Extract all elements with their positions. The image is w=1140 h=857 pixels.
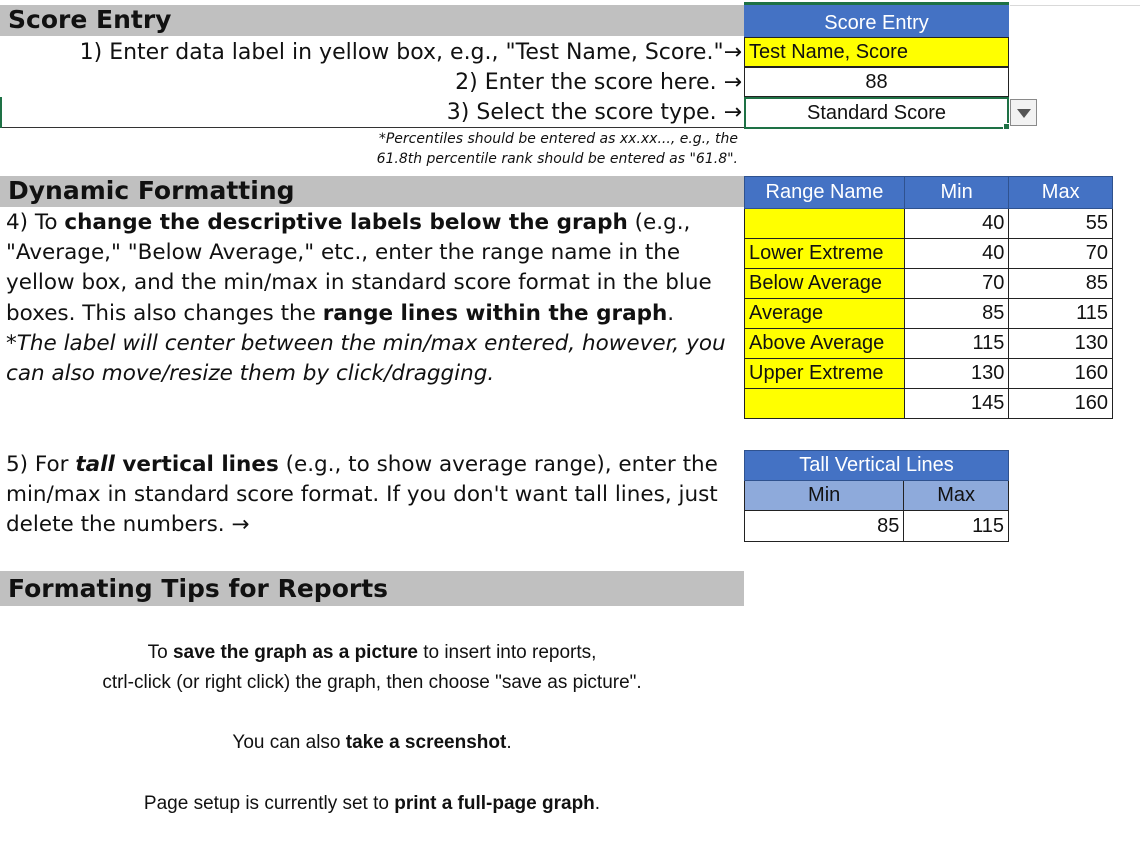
range-max-cell[interactable]: 55 [1009,209,1113,239]
tip-page-setup [0,789,744,819]
percentile-note-line1: *Percentiles should be entered as xx.xx..., e.g., the [378,131,738,147]
step4-text-c: (e.g., "Average," "Below Average," etc., enter the range name in the yellow box, and the min/max in standard score format in the blue boxes. This also changes the [6,210,712,326]
row-selection-marker [0,97,2,128]
range-min-header: Min [904,177,1009,209]
range-table [744,176,1113,419]
table-row [745,299,1113,329]
step5-text-tall: tall [75,452,115,477]
step5-text-bold: vertical lines [114,452,279,477]
step3-arrow: → [723,100,742,125]
step4-text-bold: change the descriptive labels below the graph [64,210,628,235]
range-min-cell[interactable]: 145 [904,389,1009,419]
range-min-cell[interactable]: 40 [904,209,1009,239]
range-max-cell[interactable]: 160 [1009,389,1113,419]
range-min-cell[interactable]: 115 [904,329,1009,359]
tip1-text-bold: save the graph as a picture [172,642,418,663]
tip4-text-a: Page setup is currently set to [143,793,395,814]
range-min-cell[interactable]: 130 [904,359,1009,389]
percentile-note-line2: 61.8th percentile rank should be entered as "61.8". [376,151,738,167]
step4-note: *The label will center between the min/max entered, however, you can also move/resize them by click/dragging. [6,330,726,387]
step1-text: 1) Enter data label in yellow box, e.g., "Test Name, Score." [79,40,724,65]
step5-text-d: (e.g., to show average range), enter the min/max in standard score format. If you don't want tall lines, just delete the numbers. [6,452,718,538]
dynamic-formatting-header: Dynamic Formatting [0,176,744,207]
column-selection-marker [744,2,1009,5]
range-name-cell[interactable]: Below Average [745,269,905,299]
step3-text: 3) Select the score type. [446,100,717,125]
range-max-header: Max [1009,177,1113,209]
range-name-cell[interactable] [745,389,905,419]
step4-text-e: . [667,300,675,326]
score-entry-header: Score Entry [0,5,744,36]
tip-ctrl-click: ctrl-click (or right click) the graph, then choose "save as picture". [102,672,642,693]
step4-text-a: 4) To [6,210,65,235]
tip3-text-c: . [506,732,512,753]
range-name-cell[interactable]: Average [745,299,905,329]
step1-arrow: → [723,40,742,65]
tip4-text-bold: print a full-page graph [394,793,595,814]
score-type-select[interactable]: Standard Score [744,97,1009,129]
range-max-cell[interactable]: 115 [1009,299,1113,329]
range-max-cell[interactable]: 130 [1009,329,1113,359]
step2-text: 2) Enter the score here. [455,70,717,95]
tall-lines-max-cell[interactable]: 115 [904,511,1009,542]
table-row [745,389,1113,419]
range-name-header: Range Name [745,177,905,209]
tip-screenshot [0,728,744,758]
range-max-cell[interactable]: 85 [1009,269,1113,299]
table-row [745,329,1113,359]
range-min-cell[interactable]: 40 [904,239,1009,269]
table-row [745,269,1113,299]
table-row [745,209,1113,239]
step4-paragraph [6,208,736,389]
step5-paragraph [6,450,736,541]
tall-lines-max-header: Max [904,481,1009,511]
range-name-cell[interactable]: Lower Extreme [745,239,905,269]
chevron-down-icon [1017,109,1031,118]
tip3-text-bold: take a screenshot [345,732,507,753]
row-divider [0,127,744,128]
score-entry-box-header: Score Entry [744,5,1009,37]
step1-instruction [0,38,742,68]
step4-text-bold2: range lines within the graph [322,300,668,326]
tip3-text-a: You can also [232,732,346,753]
range-max-cell[interactable]: 160 [1009,359,1113,389]
table-row [745,239,1113,269]
step3-instruction [0,98,742,128]
tall-lines-min-cell[interactable]: 85 [745,511,904,542]
formatting-tips-header: Formating Tips for Reports [0,571,744,606]
range-min-cell[interactable]: 85 [904,299,1009,329]
score-input[interactable]: 88 [744,67,1009,97]
tall-lines-min-header: Min [745,481,904,511]
range-name-cell[interactable]: Above Average [745,329,905,359]
step2-arrow: → [723,70,742,95]
step5-text-a: 5) For [6,452,76,477]
score-type-dropdown-button[interactable] [1010,99,1037,126]
step2-instruction [0,68,742,98]
tall-lines-table [744,450,1009,542]
tip-save-picture [0,638,744,668]
tip1-text-c: to insert into reports, [417,642,597,663]
data-label-input[interactable]: Test Name, Score [744,37,1009,67]
tip4-text-c: . [594,793,601,814]
table-row [745,511,1009,542]
tall-lines-title: Tall Vertical Lines [745,451,1009,481]
range-max-cell[interactable]: 70 [1009,239,1113,269]
table-row [745,359,1113,389]
fill-handle[interactable] [1003,123,1010,130]
tip1-text-a: To [147,642,173,663]
gridline [1010,5,1140,6]
step5-arrow: → [231,512,250,538]
range-name-cell[interactable] [745,209,905,239]
range-name-cell[interactable]: Upper Extreme [745,359,905,389]
range-min-cell[interactable]: 70 [904,269,1009,299]
